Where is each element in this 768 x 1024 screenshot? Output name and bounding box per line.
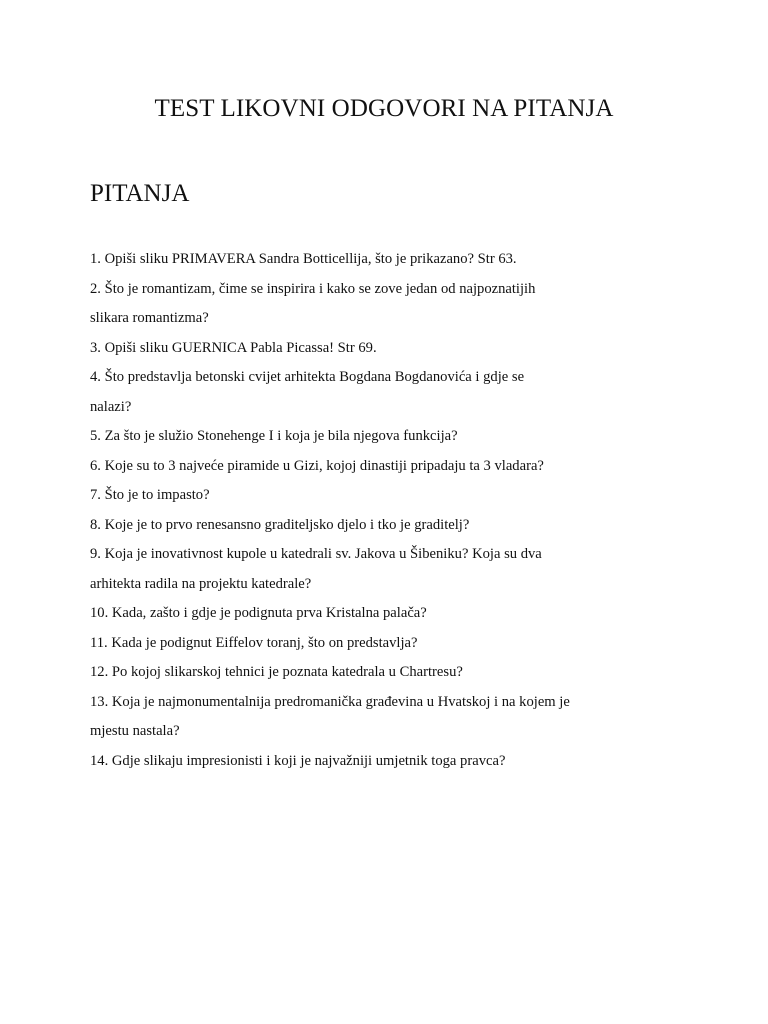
question-line: 14. Gdje slikaju impresionisti i koji je najvažniji umjetnik toga pravca? (90, 752, 506, 769)
section-heading: PITANJA (90, 180, 190, 207)
question-list (90, 245, 610, 776)
question-item (90, 363, 610, 422)
question-item (90, 658, 610, 688)
question-item (90, 422, 610, 452)
question-item (90, 629, 610, 659)
question-line: 7. Što je to impasto? (90, 487, 210, 503)
question-line: 8. Koje je to prvo renesansno graditeljsko djelo i tko je graditelj? (90, 516, 470, 533)
question-item (90, 688, 610, 747)
question-line: nalazi? (90, 398, 132, 415)
question-line: 11. Kada je podignut Eiffelov toranj, što on predstavlja? (90, 634, 418, 651)
question-item (90, 481, 610, 511)
question-item (90, 245, 610, 275)
question-line: mjestu nastala? (90, 723, 180, 739)
question-line: 2. Što je romantizam, čime se inspirira i kako se zove jedan od najpoznatijih (90, 280, 536, 297)
question-item (90, 599, 610, 629)
question-line: 6. Koje su to 3 najveće piramide u Gizi, kojoj dinastiji pripadaju ta 3 vladara? (90, 457, 544, 474)
document-title: TEST LIKOVNI ODGOVORI NA PITANJA (154, 95, 614, 122)
question-line: 5. Za što je služio Stonehenge I i koja je bila njegova funkcija? (90, 428, 458, 444)
question-line: 4. Što predstavlja betonski cvijet arhitekta Bogdana Bogdanovića i gdje se (90, 369, 525, 385)
question-line: 10. Kada, zašto i gdje je podignuta prva Kristalna palača? (90, 605, 427, 621)
question-item (90, 511, 610, 541)
question-line: slikara romantizma? (90, 310, 209, 326)
question-line: arhitekta radila na projektu katedrale? (90, 575, 312, 592)
question-line: 13. Koja je najmonumentalnija predromanička građevina u Hvatskoj i na kojem je (90, 693, 570, 710)
question-item (90, 540, 610, 599)
question-line: 3. Opiši sliku GUERNICA Pabla Picassa! Str 69. (90, 339, 377, 356)
question-item (90, 747, 610, 777)
question-item (90, 334, 610, 364)
question-item (90, 452, 610, 482)
question-line: 9. Koja je inovativnost kupole u katedrali sv. Jakova u Šibeniku? Koja su dva (90, 546, 542, 562)
question-line: 12. Po kojoj slikarskoj tehnici je poznata katedrala u Chartresu? (90, 664, 463, 680)
question-item (90, 275, 610, 334)
question-line: 1. Opiši sliku PRIMAVERA Sandra Botticellija, što je prikazano? Str 63. (90, 251, 517, 267)
